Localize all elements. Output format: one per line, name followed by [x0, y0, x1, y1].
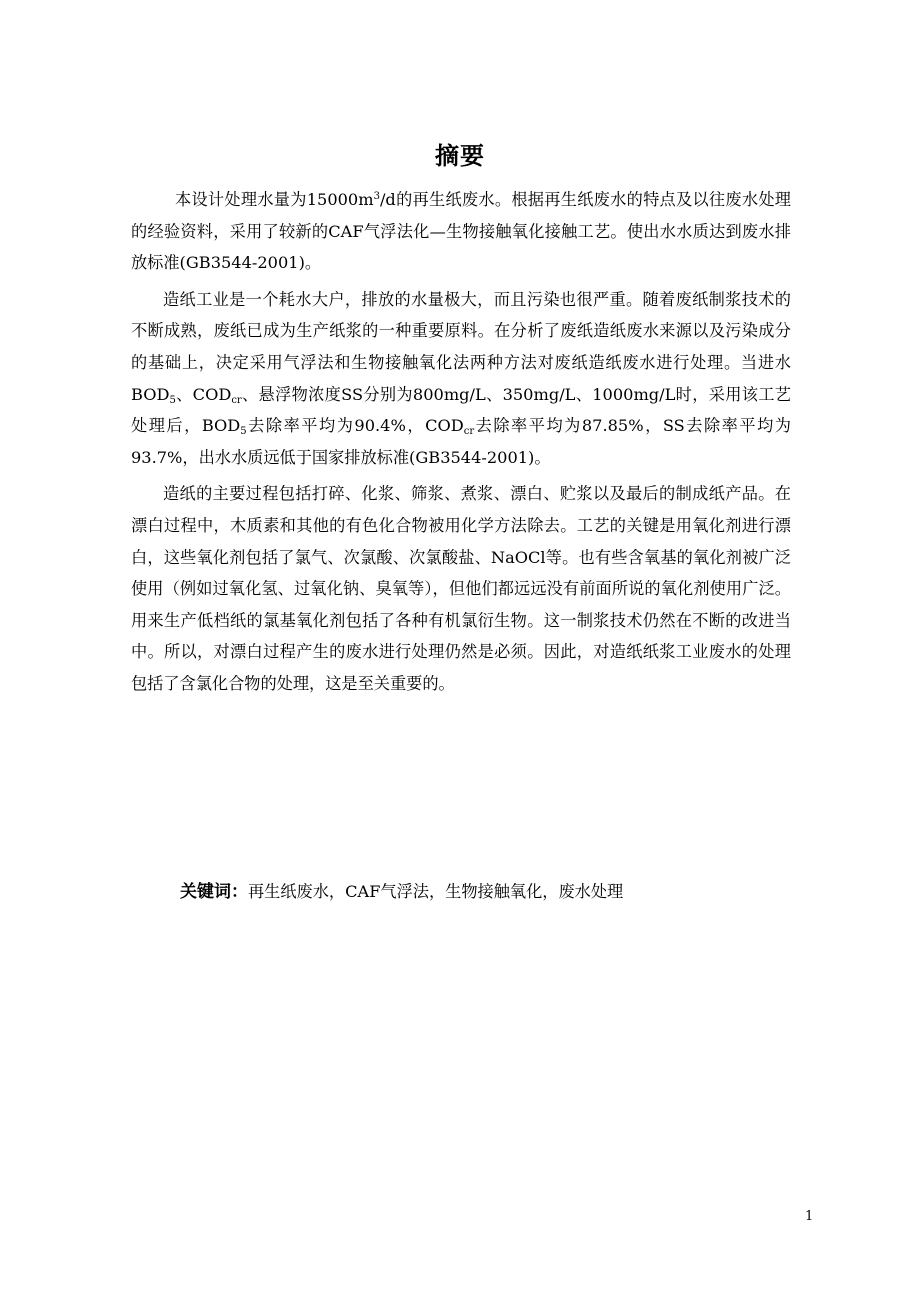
abstract-title: 摘要 — [435, 142, 485, 170]
paragraph-3: 造纸的主要过程包括打碎、化浆、筛浆、煮浆、漂白、贮浆以及最后的制成纸产品。在漂白过程中，木质素和其他的有色化合物被用化学方法除去。工艺的关键是用氧化剂进行漂白，这些氧化剂包括了氯气、次氯酸、次氯酸盐、NaOCl等。也有些含氧基的氧化剂被广泛使用（例如过氧化氢、过氧化钠、臭氧等），但他们都远远没有前面所说的氧化剂使用广泛。用来生产低档纸的氯基氧化剂包括了各种有机氯衍生物。这一制浆技术仍然在不断的改进当中。所以，对漂白过程产生的废水进行处理仍然是必须。因此，对造纸纸浆工业废水的处理包括了含氯化合物的处理，这是至关重要的。 — [131, 484, 791, 693]
page-number: 1 — [805, 1209, 814, 1224]
abstract-body — [131, 184, 791, 700]
cod-subscript: cr — [231, 394, 242, 406]
paragraph-2-text-a: 造纸工业是一个耗水大户，排放的水量极大，而且污染也很严重。随着废纸制浆技术的不断成熟，废纸已成为生产纸浆的一种重要原料。在分析了废纸造纸废水来源以及污染成分的基础上，决定采用气浮法和生物接触氧化法两种方法对废纸造纸废水进行处理。当进水BOD — [131, 289, 791, 404]
bod-subscript: 5 — [169, 394, 176, 406]
cod-subscript: cr — [463, 426, 475, 438]
keywords-line — [180, 876, 800, 908]
paragraph-1 — [131, 184, 791, 279]
paragraph-2-text-b: 、COD — [175, 384, 232, 404]
paragraph-2-text-c: 、悬浮物浓度SS分别为800mg/L、350mg/L、1000mg/L时，采用该工艺处理后，BOD — [131, 384, 791, 436]
paragraph-2 — [131, 284, 791, 474]
paragraph-1-text-a: 本设计处理水量为15000m — [175, 190, 374, 209]
bod-subscript: 5 — [240, 426, 247, 438]
cubic-superscript: 3 — [373, 191, 380, 202]
paragraph-2-text-d: 去除率平均为90.4%，COD — [246, 416, 464, 436]
keywords-label: 关键词： — [180, 882, 248, 902]
paragraph-2-text-e: 去除率平均为87.85%，SS去除率平均为93.7%，出水水质远低于国家排放标准(GB3544-2001)。 — [131, 416, 791, 467]
paragraph-1-text-b: /d的再生纸废水。根据再生纸废水的特点及以往废水处理的经验资料，采用了较新的CAF气浮法化—生物接触氧化接触工艺。使出水水质达到废水排放标准(GB3544-2001)。 — [131, 190, 791, 273]
keywords-text: 再生纸废水，CAF气浮法，生物接触氧化，废水处理 — [248, 882, 624, 901]
